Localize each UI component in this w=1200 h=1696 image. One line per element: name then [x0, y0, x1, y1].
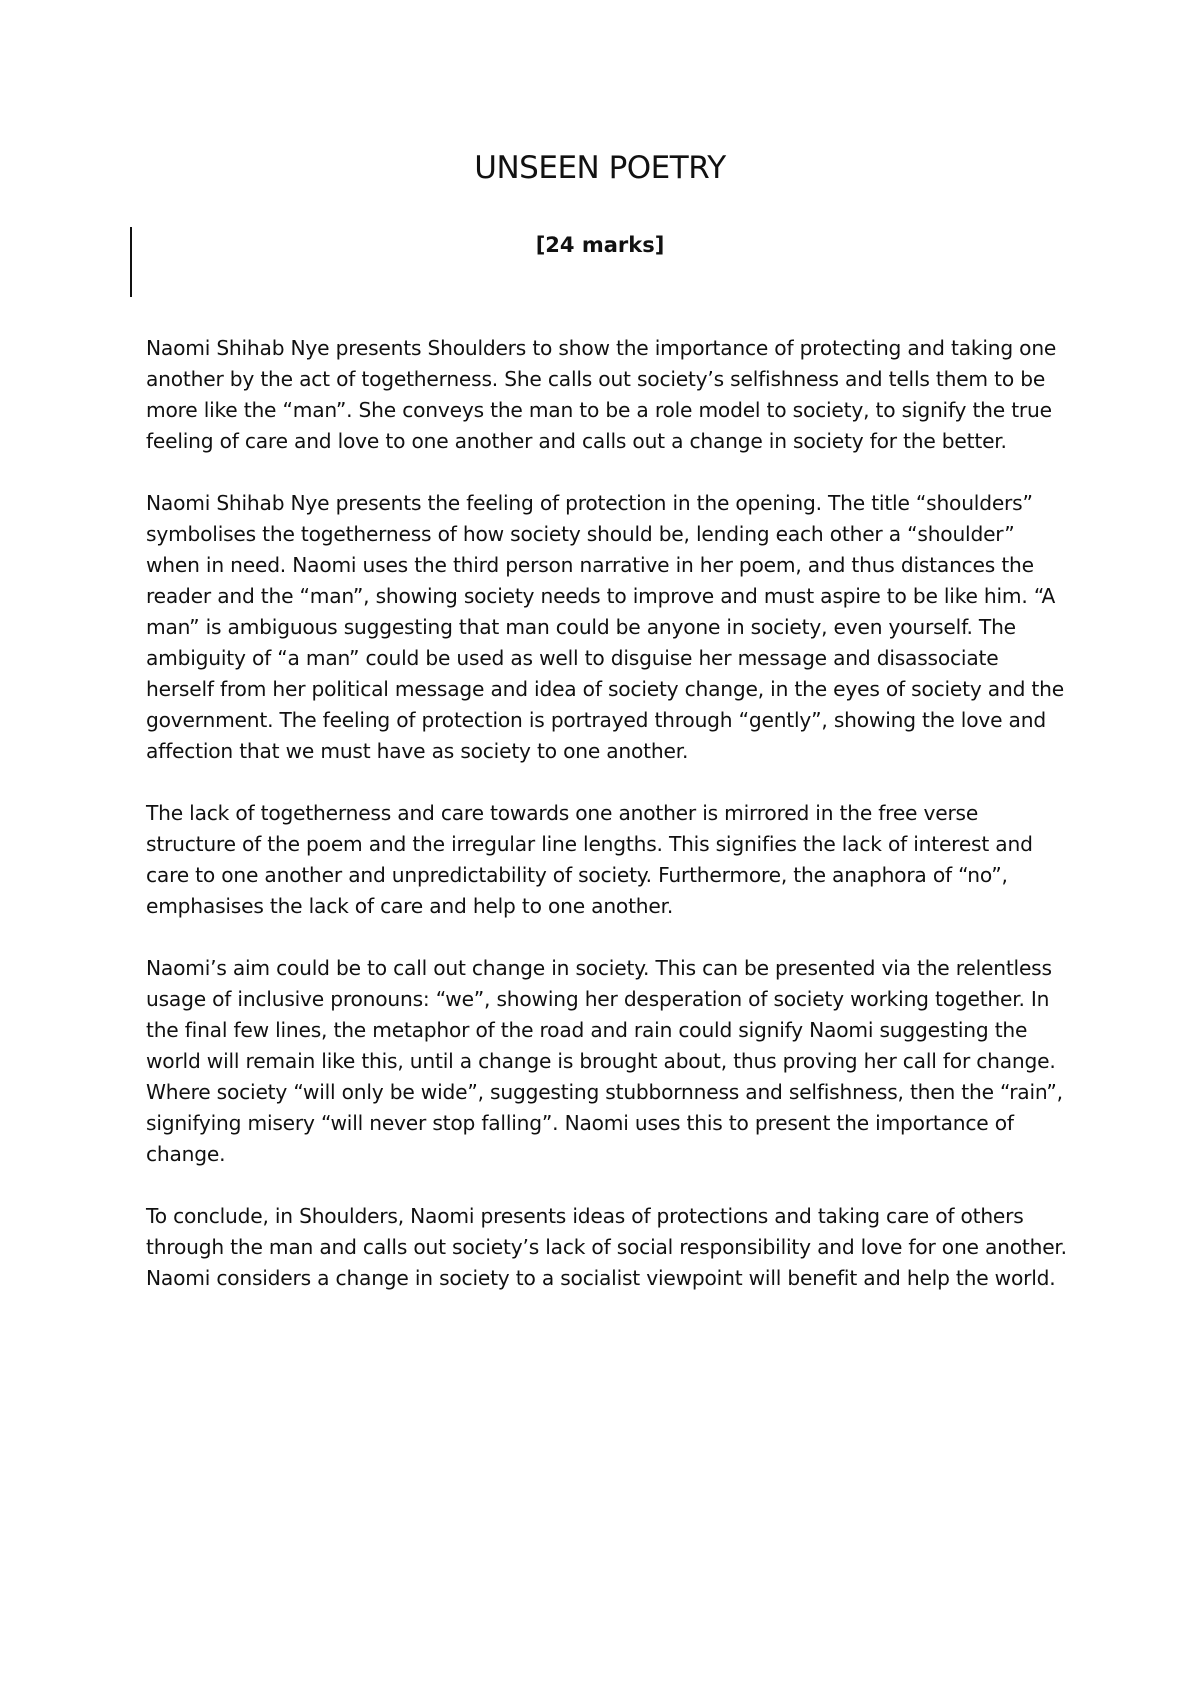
- paragraph-protection: Naomi Shihab Nye presents the feeling of protection in the opening. The title “shoulders” symbolises the togetherness of how society should be, lending each other a “shoulder” when in need. Naomi uses the third person narrative in her poem, and thus distances the reader and the “man”, showing society needs to improve and must aspire to be like him. “A man” is ambiguous suggesting that man could be anyone in society, even yourself. The ambiguity of “a man” could be used as well to disguise her message and disassociate herself from her political message and idea of society change, in the eyes of society and the government. The feeling of protection is portrayed through “gently”, showing the love and affection that we must have as society to one another.: [146, 491, 1064, 763]
- paragraph-structure: The lack of togetherness and care towards one another is mirrored in the free verse structure of the poem and the irregular line lengths. This signifies the lack of interest and care to one another and unpredictability of society. Furthermore, the anaphora of “no”, emphasises the lack of care and help to one another.: [146, 801, 1033, 918]
- paragraph-intro: Naomi Shihab Nye presents Shoulders to show the importance of protecting and taking one another by the act of togetherness. She calls out society’s selfishness and tells them to be more like the “man”. She conveys the man to be a role model to society, to signify the true feeling of care and love to one another and calls out a change in society for the better.: [146, 336, 1057, 453]
- essay-body: [146, 333, 1071, 1325]
- marks-label: [24 marks]: [535, 233, 665, 257]
- paragraph-conclusion: To conclude, in Shoulders, Naomi presents ideas of protections and taking care of others through the man and calls out society’s lack of social responsibility and love for one another. Naomi considers a change in society to a socialist viewpoint will benefit and help the world.: [146, 1204, 1067, 1290]
- paragraph-change: Naomi’s aim could be to call out change in society. This can be presented via the relentless usage of inclusive pronouns: “we”, showing her desperation of society working together. In the final few lines, the metaphor of the road and rain could signify Naomi suggesting the world will remain like this, until a change is brought about, thus proving her call for change. Where society “will only be wide”, suggesting stubbornness and selfishness, then the “rain”, signifying misery “will never stop falling”. Naomi uses this to present the importance of change.: [146, 956, 1063, 1166]
- page-title: UNSEEN POETRY: [474, 150, 726, 186]
